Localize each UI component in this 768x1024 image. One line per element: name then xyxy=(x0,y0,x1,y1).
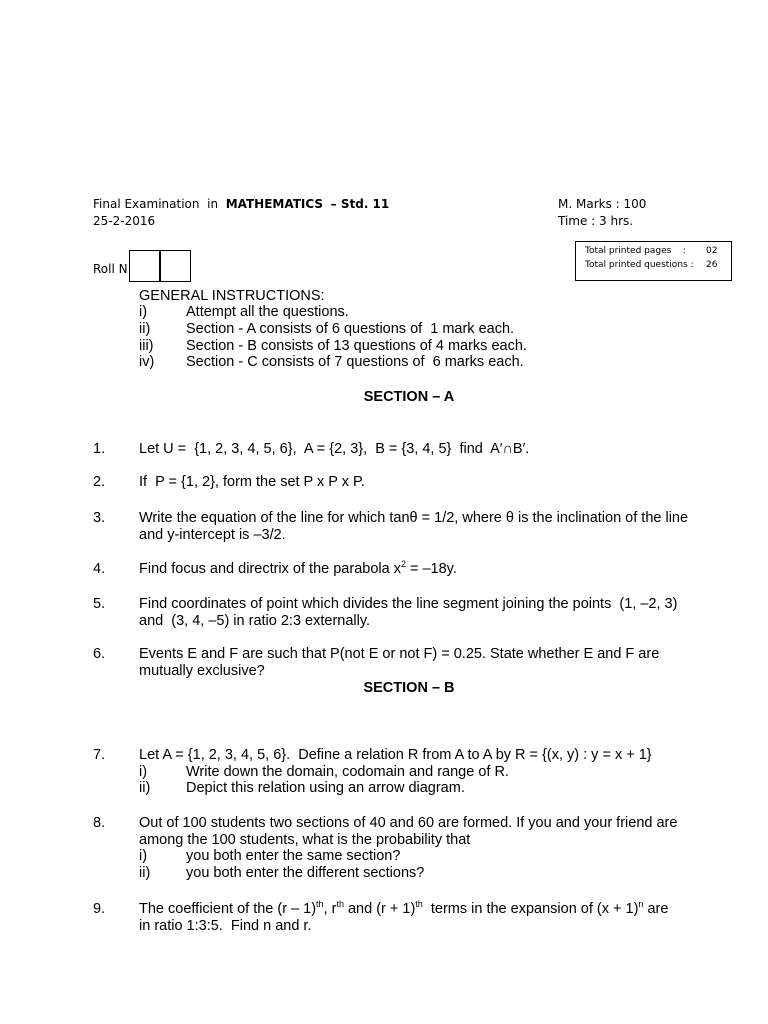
text-part: and (r + 1) xyxy=(343,901,416,917)
pages-label: Total printed pages : xyxy=(585,246,686,256)
printed-info-box xyxy=(575,241,732,281)
question-text-line2: and y-intercept is –3/2. xyxy=(139,527,286,543)
text-part: The coefficient of the (r – 1) xyxy=(139,901,317,917)
sub-text: Write down the domain, codomain and range of R. xyxy=(186,764,509,780)
text-part: are xyxy=(643,901,669,917)
superscript: th xyxy=(415,899,423,910)
section-b-title: SECTION – B xyxy=(363,680,455,696)
sub-num: ii) xyxy=(139,780,151,796)
instruction-num: iii) xyxy=(139,338,154,354)
question-text: Let A = {1, 2, 3, 4, 5, 6}. Define a relation R from A to A by R = {(x, y) : y = x + 1} xyxy=(139,747,652,763)
exam-prefix: Final Examination in xyxy=(93,197,219,211)
roll-box-2[interactable] xyxy=(159,250,191,282)
question-number: 5. xyxy=(93,596,106,612)
instruction-text: Section - A consists of 6 questions of 1 mark each. xyxy=(186,321,515,337)
question-text-line2: among the 100 students, what is the probability that xyxy=(139,832,471,848)
section-a-title: SECTION – A xyxy=(363,389,455,405)
question-number: 8. xyxy=(93,815,106,831)
question-text xyxy=(139,561,739,578)
sub-text: Depict this relation using an arrow diagram. xyxy=(186,780,465,796)
instruction-num: iv) xyxy=(139,354,155,370)
superscript: n xyxy=(638,899,644,910)
question-text: If P = {1, 2}, form the set P x P x P. xyxy=(139,474,365,490)
question-number: 2. xyxy=(93,474,106,490)
question-number: 7. xyxy=(93,747,106,763)
max-marks: M. Marks : 100 xyxy=(558,197,647,211)
question-text-line2: in ratio 1:3:5. Find n and r. xyxy=(139,918,312,934)
question-text-line1: Write the equation of the line for which tanθ = 1/2, where θ is the inclination of the line xyxy=(139,510,689,526)
sub-num: ii) xyxy=(139,865,151,881)
exponent: 2 xyxy=(400,559,406,570)
roll-box-1[interactable] xyxy=(129,250,161,282)
instruction-num: ii) xyxy=(139,321,151,337)
pages-value: 02 xyxy=(706,246,718,256)
sub-num: i) xyxy=(139,764,148,780)
sub-text: you both enter the same section? xyxy=(186,848,401,864)
instruction-num: i) xyxy=(139,304,148,320)
questions-label: Total printed questions : xyxy=(585,260,694,270)
question-text-pre: Find focus and directrix of the parabola x xyxy=(139,561,401,577)
text-part: terms in the expansion of (x + 1) xyxy=(422,901,639,917)
exam-date: 25-2-2016 xyxy=(93,214,156,228)
questions-value: 26 xyxy=(706,260,718,270)
text-part: , r xyxy=(323,901,337,917)
superscript: th xyxy=(316,899,324,910)
exam-title xyxy=(93,197,389,211)
question-text-line1: Out of 100 students two sections of 40 and 60 are formed. If you and your friend are xyxy=(139,815,678,831)
question-text: Let U = {1, 2, 3, 4, 5, 6}, A = {2, 3}, B = {3, 4, 5} find A′∩B′. xyxy=(139,441,530,457)
subject: MATHEMATICS xyxy=(225,197,324,211)
question-number: 9. xyxy=(93,901,106,917)
superscript: th xyxy=(336,899,344,910)
question-number: 4. xyxy=(93,561,106,577)
std: – Std. 11 xyxy=(330,197,390,211)
question-number: 1. xyxy=(93,441,106,457)
instruction-text: Section - C consists of 7 questions of 6 marks each. xyxy=(186,354,524,370)
question-text-line2: mutually exclusive? xyxy=(139,663,265,679)
sub-text: you both enter the different sections? xyxy=(186,865,425,881)
question-text-line1 xyxy=(139,901,739,918)
question-text-post: = –18y. xyxy=(405,561,457,577)
question-number: 3. xyxy=(93,510,106,526)
question-text-line1: Events E and F are such that P(not E or not F) = 0.25. State whether E and F are xyxy=(139,646,660,662)
roll-label: Roll N xyxy=(93,262,128,276)
sub-num: i) xyxy=(139,848,148,864)
question-text-line1: Find coordinates of point which divides the line segment joining the points (1, –2, 3) xyxy=(139,596,678,612)
instructions-title: GENERAL INSTRUCTIONS: xyxy=(139,288,325,304)
question-number: 6. xyxy=(93,646,106,662)
instruction-text: Attempt all the questions. xyxy=(186,304,349,320)
time: Time : 3 hrs. xyxy=(558,214,634,228)
instruction-text: Section - B consists of 13 questions of 4 marks each. xyxy=(186,338,527,354)
question-text-line2: and (3, 4, –5) in ratio 2:3 externally. xyxy=(139,613,371,629)
